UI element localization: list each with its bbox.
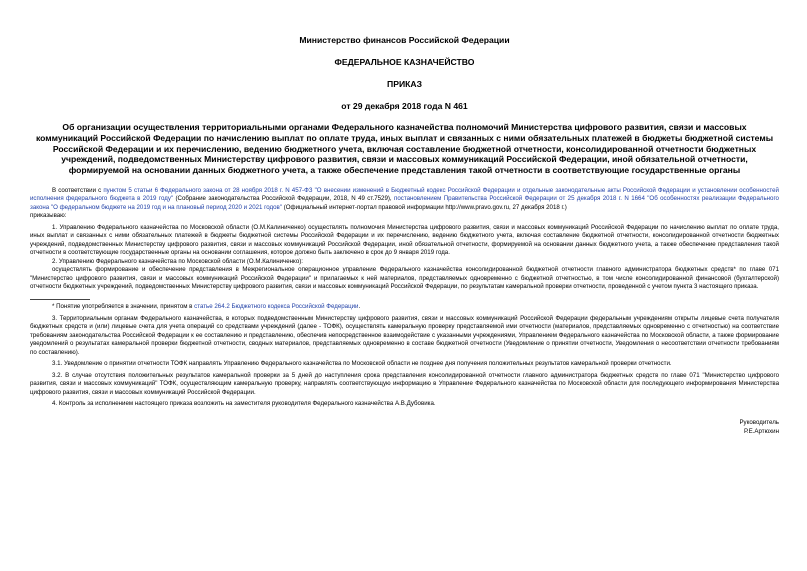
order-word: приказываю: xyxy=(30,212,67,220)
document-title: Об организации осуществления территориальными органами Федерального казначейства полномочий Министерства цифрового развития, связи и массовых коммуникаций Российской Федерации по начислению выплат по оплате труда, иных выплат и связанных с ними обязательных платежей в бюджеты бюджетной системы Российской Федерации и их перечислению, ведению бюджетного учета, включая составление бюджетной отчетности, консолидированной отчетности бюджетных учреждений, подведомственных Министерству цифрового развития, связи и массовых коммуникаций Российской Федерации, иной обязательной отчетности, формируемой на основании данных бюджетного учета, а также обеспечение представления такой отчетности в соответствующие государственные органы xyxy=(35,122,774,176)
signatory-role: Руководитель xyxy=(739,419,779,427)
federal-law-link[interactable]: пунктом 5 статьи 6 Федерального закона от 28 ноября 2018 г. N 457-ФЗ "О внесении изменений в Бюджетный кодекс Российской Федерации и отдельные законодательные акты Российской Федерации и установлении особенностей исполнения федерального бюджета в 2019 году" xyxy=(30,186,779,203)
item-3: 3. Территориальным органам Федерального казначейства, в которых подведомственным Министерству цифрового развития, связи и массовых коммуникаций Российской Федерации федеральным учреждениям открыты лицевые счета получателя бюджетных средств и (или) лицевые счета для учета операций со средствами учреждений (далее - ТОФК), осуществлять камеральную проверку представляемой ими отчетности (материалов, представляемых одновременно с отчетностью) на соответствие требованиям законодательства Российской Федерации к ее составлению и представлению, обеспечив непосредственное взаимодействие с указанными учреждениями, Управлением Федерального казначейства по Московской области, а также формирование уведомлений о результатах камеральной проверки бюджетной отчетности, сводных материалов, представляемых одновременно в составе бюджетной отчетности (Уведомление о принятии отчетности, Уведомления о несоответствии отчетности требованиям по составлению). xyxy=(30,314,779,356)
item-4: 4. Контроль за исполнением настоящего приказа возложить на заместителя руководителя Федерального казначейства А.В.Дубовика. xyxy=(52,399,436,407)
document-body xyxy=(30,187,779,408)
footnote xyxy=(30,303,779,311)
item-2-text: осуществлять формирование и обеспечение представления в Межрегиональное операционное управление Федерального казначейства консолидированной бюджетной отчетности главного администратора бюджетных средств* по главе 071 "Министерство цифрового развития, связи и массовых коммуникаций Российской Федерации" и прилагаемых к ней материалов, представляемых одновременно с бюджетной отчетностью, в том числе консолидированной финансовой (бухгалтерской) отчетности бюджетных учреждений, подведомственных Министерству цифрового развития, связи и массовых коммуникаций Российской Федерации, по результатам камеральной проверки отчетности, проведенной с учетом пункта 3 настоящего приказа. xyxy=(30,266,779,290)
signature-block xyxy=(30,418,779,436)
agency-name: ФЕДЕРАЛЬНОЕ КАЗНАЧЕЙСТВО xyxy=(334,57,475,67)
preamble-paragraph xyxy=(30,187,779,212)
preamble-tail: (Официальный интернет-портал правовой информации http://www.pravo.gov.ru, 27 декабря 2018 г.) xyxy=(282,203,567,211)
footnote-lead: * Понятие употребляется в значении, принятом в xyxy=(52,303,195,311)
document-type: ПРИКАЗ xyxy=(387,79,422,89)
preamble-lead: В соответствии с xyxy=(52,186,104,194)
item-3-1: 3.1. Уведомление о принятии отчетности ТОФК направлять Управлению Федерального казначейства по Московской области не позднее дня получения положительных результатов камеральной проверки отчетности. xyxy=(52,360,672,368)
item-3-2: 3.2. В случае отсутствия положительных результатов камеральной проверки за 5 дней до наступления срока представления консолидированной отчетности главного администратора бюджетных средств по главе 071 "Министерство цифрового развития, связи и массовых коммуникаций" ТОФК, осуществляющим камеральную проверку, направлять соответствующую информацию в Управление Федерального казначейства по Московской области для последующего информирования Министерства цифрового развития, связи и массовых коммуникаций Российской Федерации. xyxy=(30,371,779,396)
document-date-number: от 29 декабря 2018 года N 461 xyxy=(341,101,468,111)
footnote-tail: . xyxy=(358,303,361,311)
government-decree-link[interactable]: постановлением Правительства Российской Федерации от 25 декабря 2018 г. N 1664 "Об особенностях реализации Федерального закона "О федеральном бюджете на 2019 год и на плановый период 2020 и 2021 годов" xyxy=(30,195,779,211)
ministry-name: Министерство финансов Российской Федерации xyxy=(299,35,510,45)
item-2-intro: 2. Управлению Федерального казначейства по Московской области (О.М.Калиниченко): xyxy=(52,257,303,265)
preamble-mid: (Собрание законодательства Российской Федерации, 2018, N 49 ст.7529), xyxy=(173,195,395,203)
footnote-separator xyxy=(30,299,90,300)
item-1: 1. Управлению Федерального казначейства по Московской области (О.М.Калиниченко) осуществлять полномочия Министерства цифрового развития, связи и массовых коммуникаций Российской Федерации по начислению выплат по оплате труда, иных выплат и связанных с ними обязательных платежей в бюджеты бюджетной системы Российской Федерации и их перечислению, ведению бюджетного учета, включая составление бюджетной отчетности, консолидированной отчетности бюджетных учреждений, подведомственных Министерству цифрового развития, связи и массовых коммуникаций Российской Федерации, иной обязательной отчетности, формируемой на основании данных бюджетного учета, а также обеспечение представления такой отчетности в соответствующие государственные органы на основании соглашения, которое должно быть заключено в срок до 9 января 2019 года. xyxy=(30,223,779,257)
budget-code-link[interactable]: статье 264.2 Бюджетного кодекса Российской Федерации xyxy=(194,303,359,311)
signatory-name: Р.Е.Артюхин xyxy=(743,428,779,436)
